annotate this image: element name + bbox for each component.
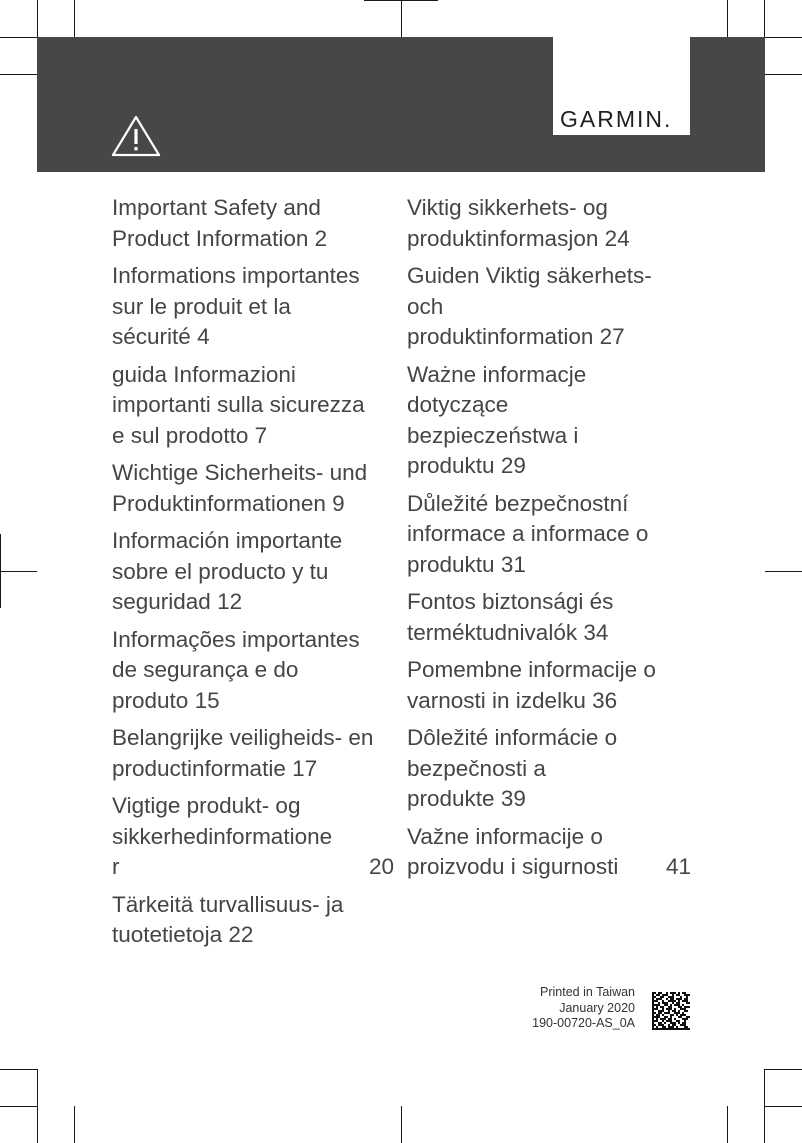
toc-entry[interactable] <box>112 261 394 353</box>
toc-entry-title: Información importante sobre el producto y tu seguridad <box>112 528 343 614</box>
toc-entry[interactable] <box>407 655 691 716</box>
crop-mark <box>765 1069 802 1070</box>
toc-entry[interactable] <box>112 625 394 717</box>
toc-entry[interactable] <box>112 890 394 951</box>
toc-entry[interactable] <box>407 822 691 883</box>
toc-entry[interactable] <box>407 723 691 815</box>
toc-entry-page: 36 <box>592 687 618 713</box>
toc-entry[interactable] <box>407 193 691 254</box>
part-number: 190-00720-AS_0A <box>532 1016 635 1030</box>
toc-entry-page: 41 <box>665 854 691 879</box>
toc-entry[interactable] <box>112 360 394 452</box>
toc-entry-title: Important Safety and Product Information <box>112 195 321 251</box>
toc-entry[interactable] <box>112 458 394 519</box>
toc-entry-page: 20 <box>368 854 394 879</box>
toc-entry[interactable] <box>112 723 394 784</box>
warning-triangle-icon <box>110 114 162 158</box>
toc-entry[interactable] <box>407 261 691 353</box>
toc-entry-page: 31 <box>500 551 526 577</box>
crop-mark <box>0 571 37 572</box>
crop-mark <box>401 1106 402 1143</box>
toc-entry-page: 12 <box>217 589 243 614</box>
crop-mark <box>74 1106 75 1143</box>
toc-column-left <box>112 193 394 958</box>
toc-entry-page: 4 <box>197 324 210 349</box>
toc-entry[interactable] <box>407 587 691 648</box>
toc-entry[interactable] <box>112 791 394 883</box>
toc-entry-page: 34 <box>583 619 609 645</box>
toc-entry[interactable] <box>407 360 691 482</box>
crop-mark <box>727 0 728 37</box>
toc-entry-page: 39 <box>500 786 526 811</box>
toc-entry-page: 9 <box>332 490 345 516</box>
crop-mark <box>0 1106 37 1107</box>
crop-mark <box>764 1069 765 1143</box>
crop-mark <box>0 37 37 38</box>
toc-entry-page: 15 <box>194 687 220 713</box>
crop-mark <box>765 571 802 572</box>
toc-entry-title: Dôležité informácie o bezpečnosti a produkte <box>407 725 618 811</box>
toc-entry-page: 22 <box>228 922 254 947</box>
toc-entry-title: Viktig sikkerhets- og produktinformasjon <box>407 195 608 251</box>
toc-entry[interactable] <box>112 193 394 254</box>
toc-entry-page: 29 <box>500 453 526 478</box>
crop-mark <box>37 1069 38 1143</box>
toc-entry-page: 2 <box>314 225 328 251</box>
crop-mark <box>765 37 802 38</box>
toc-entry-title: Tärkeitä turvallisuus- ja tuotetietoja <box>112 891 344 947</box>
crop-mark <box>74 0 75 37</box>
printed-location: Printed in Taiwan <box>540 985 635 999</box>
toc-entry-title: Informations importantes sur le produit et la sécurité <box>112 263 360 349</box>
toc-entry-title: Důležité bezpečnostní informace a informace o produktu <box>407 490 649 577</box>
toc-entry-title: Informações importantes de segurança e do produto <box>112 626 360 713</box>
toc-entry-title: Pomembne informacije o varnosti in izdelku <box>407 657 656 713</box>
crop-mark <box>0 1069 37 1070</box>
print-date: January 2020 <box>559 1000 635 1015</box>
toc-entry-title: Wichtige Sicherheits- und Produktinformationen <box>112 460 368 516</box>
crop-mark <box>37 0 38 37</box>
toc-entry-title: Fontos biztonsági és terméktudnivalók <box>407 589 614 645</box>
toc-entry[interactable] <box>407 489 691 581</box>
crop-mark <box>0 74 37 75</box>
toc-entry-title: Ważne informacje dotyczące bezpieczeństwa i produktu <box>407 361 587 478</box>
toc-entry-title: Važne informacije o proizvodu i sigurnosti <box>407 823 619 879</box>
toc-entry-title: Guiden Viktig säkerhets- och produktinformation <box>407 263 652 349</box>
toc-entry-title: Belangrijke veiligheids- en productinformatie <box>112 725 374 781</box>
toc-entry-page: 27 <box>599 324 625 349</box>
toc-entry[interactable] <box>112 526 394 618</box>
crop-mark <box>765 74 802 75</box>
toc-entry-title: Vigtige produkt- og sikkerhedinformatione r <box>112 793 333 879</box>
qr-code-icon <box>652 992 690 1030</box>
crop-mark <box>764 0 765 37</box>
crop-mark <box>765 1106 802 1107</box>
toc-entry-page: 17 <box>292 755 318 781</box>
toc-entry-title: guida Informazioni importanti sulla sicurezza e sul prodotto <box>112 361 365 448</box>
toc-column-right <box>407 193 691 890</box>
crop-mark <box>401 0 402 37</box>
print-info <box>532 985 635 1032</box>
garmin-logo: GARMIN. <box>560 106 673 132</box>
toc-entry-page: 7 <box>254 422 268 448</box>
crop-mark <box>727 1106 728 1143</box>
toc-entry-page: 24 <box>604 225 630 251</box>
